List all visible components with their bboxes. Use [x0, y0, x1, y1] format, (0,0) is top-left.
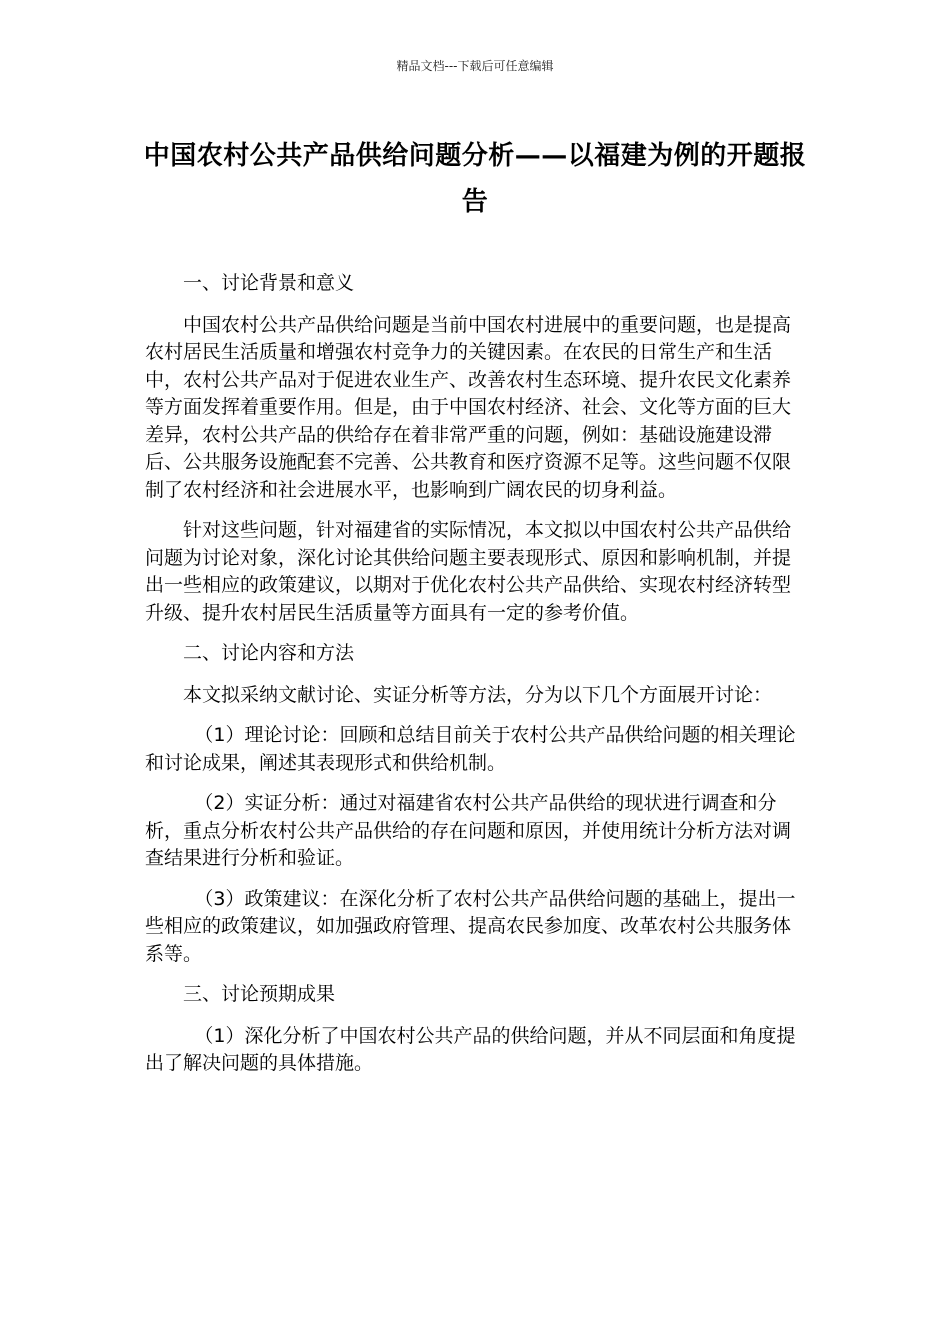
section-heading-background: 一、讨论背景和意义 [183, 272, 355, 294]
header-note: 精品文档---下载后可任意编辑 [396, 59, 554, 73]
list-item-empirical: （2）实证分析：通过对福建省农村公共产品供给的现状进行调查和分析，重点分析农村公共产品供给的存在问题和原因，并使用统计分析方法对调查结果进行分析和验证。 [145, 792, 792, 869]
paragraph-background-2: 针对这些问题，针对福建省的实际情况，本文拟以中国农村公共产品供给问题为讨论对象，深化讨论其供给问题主要表现形式、原因和影响机制，并提出一些相应的政策建议，以期对于优化农村公共产品供给、实现农村经济转型升级、提升农村居民生活质量等方面具有一定的参考价值。 [145, 519, 792, 624]
document-body [145, 270, 807, 1091]
paragraph-background-1: 中国农村公共产品供给问题是当前中国农村进展中的重要问题，也是提高农村居民生活质量和增强农村竞争力的关键因素。在农民的日常生产和生活中，农村公共产品对于促进农业生产、改善农村生态环境、提升农民文化素养等方面发挥着重要作用。但是，由于中国农村经济、社会、文化等方面的巨大差异，农村公共产品的供给存在着非常严重的问题，例如：基础设施建设滞后、公共服务设施配套不完善、公共教育和医疗资源不足等。这些问题不仅限制了农村经济和社会进展水平，也影响到广阔农民的切身利益。 [145, 313, 792, 501]
list-item-theory: （1）理论讨论：回顾和总结目前关于农村公共产品供给问题的相关理论和讨论成果，阐述其表现形式和供给机制。 [145, 724, 796, 774]
section-heading-expected-results: 三、讨论预期成果 [183, 983, 336, 1005]
section-heading-content-method: 二、讨论内容和方法 [183, 642, 355, 664]
list-item-policy: （3）政策建议：在深化分析了农村公共产品供给问题的基础上，提出一些相应的政策建议，如加强政府管理、提高农民参加度、改革农村公共服务体系等。 [145, 887, 796, 965]
document-title: 中国农村公共产品供给问题分析——以福建为例的开题报告 [143, 141, 807, 217]
paragraph-method-intro: 本文拟采纳文献讨论、实证分析等方法，分为以下几个方面展开讨论： [183, 683, 773, 706]
list-item-result-1: （1）深化分析了中国农村公共产品的供给问题，并从不同层面和角度提出了解决问题的具体措施。 [145, 1024, 796, 1074]
